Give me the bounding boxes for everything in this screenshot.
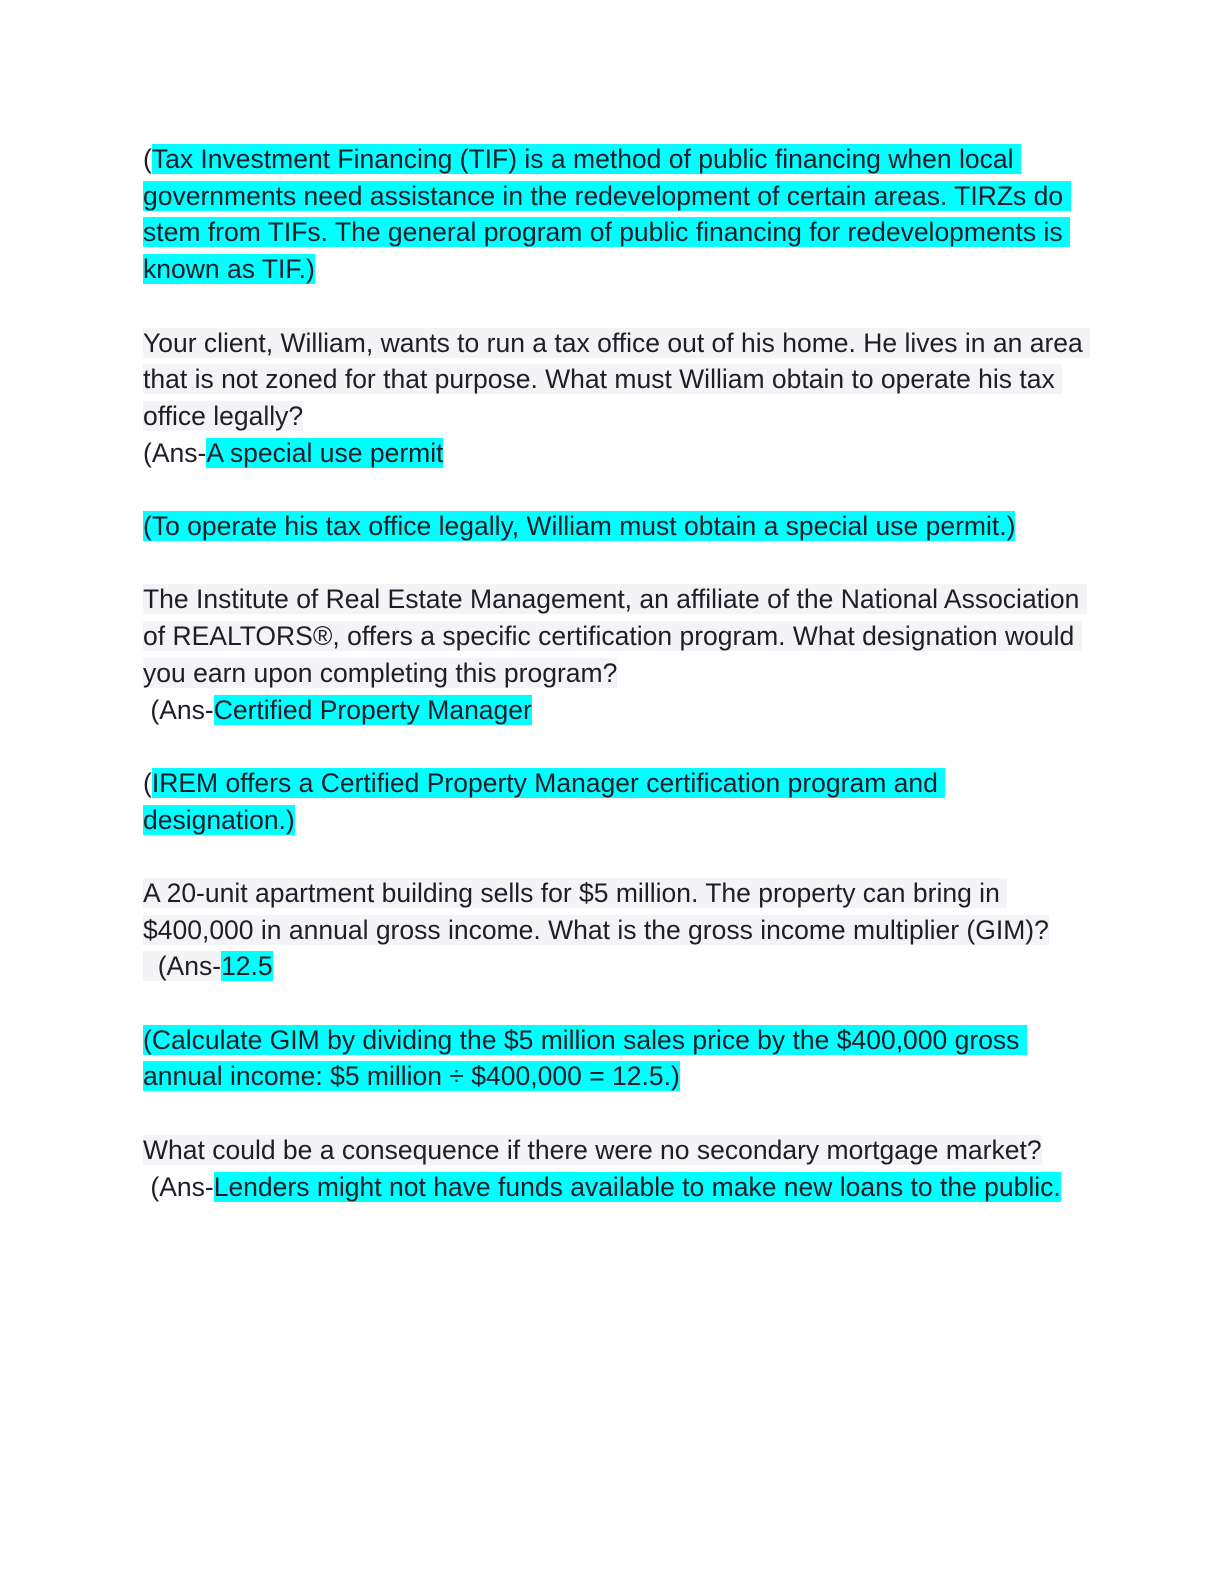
answer-3 (143, 948, 1083, 985)
tif-explanation-text: Tax Investment Financing (TIF) is a method of public financing when local governments need assistance in the redevelopment of certain areas. TIRZs do stem from TIFs. The general program of public financing for redevelopments is known as TIF.) (143, 144, 1071, 285)
question-3 (143, 875, 1083, 948)
answer-4 (143, 1169, 1083, 1206)
answer-1-prefix: (Ans- (143, 437, 207, 468)
question-1-text: Your client, William, wants to run a tax office out of his home. He lives in an area that is not zoned for that purpose. What must William obtain to operate his tax office legally? (143, 327, 1091, 431)
answer-2 (143, 692, 1083, 729)
spacer (143, 545, 1083, 582)
spacer (143, 985, 1083, 1022)
spacer (143, 1095, 1083, 1132)
spacer (143, 288, 1083, 325)
explanation-2-prefix: ( (143, 767, 152, 798)
question-2 (143, 581, 1087, 691)
spacer (143, 728, 1083, 765)
explanation-1-text: (To operate his tax office legally, William must obtain a special use permit.) (143, 511, 1016, 541)
question-1 (143, 325, 1091, 435)
answer-1 (143, 435, 1083, 472)
document-body (143, 141, 1091, 1205)
explanation-1 (143, 508, 1083, 545)
explanation-2 (143, 765, 1083, 838)
explanation-3-text: (Calculate GIM by dividing the $5 million sales price by the $400,000 gross annual income: $5 million ÷ $400,000 = 12.5.) (143, 1024, 1027, 1092)
answer-1-text: A special use permit (206, 437, 444, 468)
spacer (143, 471, 1083, 508)
answer-4-prefix: (Ans- (143, 1171, 214, 1202)
answer-3-text: 12.5 (221, 951, 273, 982)
question-2-text: The Institute of Real Estate Management, an affiliate of the National Association of REALTORS®, offers a specific certification program. What designation would you earn upon completing this program? (143, 584, 1087, 688)
question-4 (143, 1132, 1083, 1169)
tif-explanation-prefix: ( (143, 144, 152, 174)
tif-explanation (143, 141, 1083, 288)
answer-3-prefix: (Ans- (143, 951, 222, 982)
question-4-text: What could be a consequence if there were no secondary mortgage market? (143, 1134, 1042, 1165)
answer-4-text: Lenders might not have funds available to make new loans to the public. (213, 1171, 1061, 1202)
explanation-2-text: IREM offers a Certified Property Manager certification program and designation.) (143, 767, 946, 835)
question-3-text: A 20-unit apartment building sells for $5 million. The property can bring in $400,000 in annual gross income. What is the gross income multiplier (GIM)? (143, 877, 1049, 945)
explanation-3 (143, 1022, 1083, 1095)
answer-2-prefix: (Ans- (143, 694, 214, 725)
spacer (143, 838, 1083, 875)
answer-2-text: Certified Property Manager (213, 694, 532, 725)
